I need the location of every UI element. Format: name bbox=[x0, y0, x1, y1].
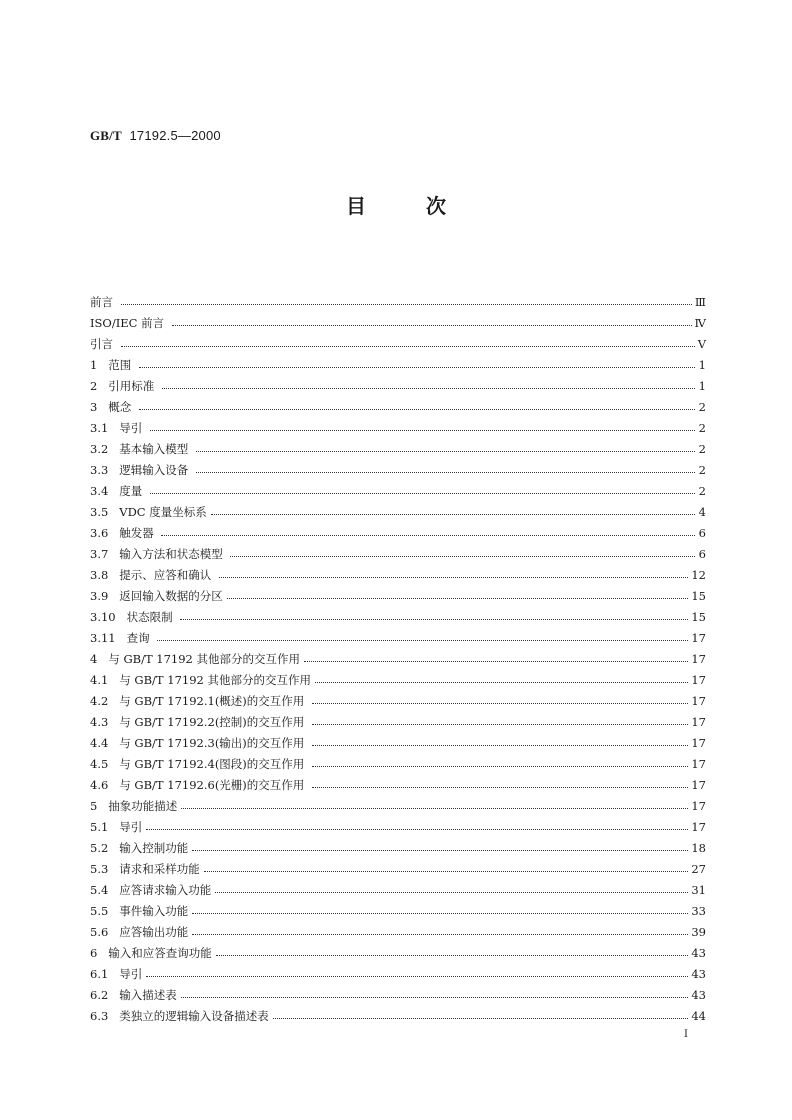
standard-code-prefix: GB/T bbox=[90, 128, 122, 143]
toc-entry-label: 应答请求输入功能 bbox=[119, 883, 212, 897]
toc-entry[interactable] bbox=[90, 708, 706, 729]
toc-entry-number: 2 bbox=[90, 379, 109, 393]
toc-leader-dots bbox=[215, 892, 688, 893]
toc-entry-label: 返回输入数据的分区 bbox=[119, 589, 223, 603]
toc-entry-label: 导引 bbox=[119, 967, 143, 981]
toc-entry-number: 5.4 bbox=[90, 883, 120, 897]
toc-entry[interactable] bbox=[90, 1002, 706, 1023]
toc-entry-label: 输入描述表 bbox=[119, 988, 177, 1002]
toc-entry-page: 43 bbox=[691, 946, 706, 960]
toc-entry-page: Ⅲ bbox=[694, 295, 706, 309]
toc-leader-dots bbox=[192, 913, 688, 914]
toc-entry[interactable] bbox=[90, 792, 706, 813]
toc-entry-label: 应答输出功能 bbox=[119, 925, 189, 939]
toc-leader-dots bbox=[227, 598, 689, 599]
toc-entry-number: 3.2 bbox=[90, 442, 120, 456]
toc-entry-number: 4.2 bbox=[90, 694, 120, 708]
toc-entry-page: 17 bbox=[691, 757, 706, 771]
toc-entry-page: 12 bbox=[691, 568, 706, 582]
page-title-left: 目 bbox=[346, 194, 366, 218]
toc-entry[interactable] bbox=[90, 372, 706, 393]
toc-entry[interactable] bbox=[90, 876, 706, 897]
toc-entry-label: 提示、应答和确认 bbox=[119, 568, 215, 582]
toc-entry[interactable] bbox=[90, 309, 706, 330]
toc-entry-page: 39 bbox=[691, 925, 706, 939]
standard-code-number: 17192.5—2000 bbox=[121, 128, 221, 143]
toc-entry[interactable] bbox=[90, 519, 706, 540]
toc-entry-page: 6 bbox=[698, 526, 706, 540]
toc-entry-number: 6.1 bbox=[90, 967, 120, 981]
toc-leader-dots bbox=[204, 871, 689, 872]
toc-entry-page: 2 bbox=[698, 463, 706, 477]
toc-entry[interactable] bbox=[90, 729, 706, 750]
toc-entry-page: 43 bbox=[691, 967, 706, 981]
toc-entry-page: 2 bbox=[698, 484, 706, 498]
toc-entry-page: 27 bbox=[691, 862, 706, 876]
page-title bbox=[0, 190, 792, 219]
toc-entry[interactable] bbox=[90, 687, 706, 708]
toc-entry[interactable] bbox=[90, 771, 706, 792]
toc-entry-label: 输入控制功能 bbox=[119, 841, 189, 855]
toc-leader-dots bbox=[162, 388, 695, 389]
toc-entry-label: 抽象功能描述 bbox=[108, 799, 178, 813]
toc-entry-number: 3.1 bbox=[90, 421, 120, 435]
toc-leader-dots bbox=[181, 997, 689, 998]
toc-entry-page: 18 bbox=[691, 841, 706, 855]
toc-entry[interactable] bbox=[90, 393, 706, 414]
toc-leader-dots bbox=[312, 787, 688, 788]
toc-entry-page: 17 bbox=[691, 673, 706, 687]
toc-entry-number: 3.11 bbox=[90, 631, 127, 645]
toc-leader-dots bbox=[312, 766, 688, 767]
toc-entry-label: 查询 bbox=[126, 631, 154, 645]
toc-entry-number: 6.3 bbox=[90, 1009, 120, 1023]
toc-entry-page: 31 bbox=[691, 883, 706, 897]
toc-entry-number: 4.4 bbox=[90, 736, 120, 750]
toc-entry-number: 3.3 bbox=[90, 463, 120, 477]
toc-entry[interactable] bbox=[90, 897, 706, 918]
toc-entry-page: 2 bbox=[698, 421, 706, 435]
toc-entry[interactable] bbox=[90, 645, 706, 666]
toc-entry-label: 基本输入模型 bbox=[119, 442, 192, 456]
toc-entry-number: 4 bbox=[90, 652, 109, 666]
toc-entry-page: 17 bbox=[691, 715, 706, 729]
toc-leader-dots bbox=[161, 535, 695, 536]
toc-entry[interactable] bbox=[90, 582, 706, 603]
toc-leader-dots bbox=[146, 976, 688, 977]
toc-entry-page: 17 bbox=[691, 820, 706, 834]
toc-entry-page: 6 bbox=[698, 547, 706, 561]
toc-entry-page: Ⅴ bbox=[697, 337, 706, 351]
toc-leader-dots bbox=[219, 577, 688, 578]
toc-entry-page: 17 bbox=[691, 799, 706, 813]
toc-leader-dots bbox=[121, 304, 692, 305]
toc-entry-label: 引用标准 bbox=[108, 379, 158, 393]
toc-leader-dots bbox=[273, 1018, 689, 1019]
toc-entry[interactable] bbox=[90, 351, 706, 372]
toc-entry-label: VDC 度量坐标系 bbox=[119, 505, 207, 519]
toc-entry-page: 1 bbox=[698, 379, 706, 393]
toc-entry-number: 5.2 bbox=[90, 841, 120, 855]
toc-entry-number: 3.9 bbox=[90, 589, 120, 603]
toc-entry-label: 与 GB/T 17192 其他部分的交互作用 bbox=[119, 673, 311, 687]
toc-leader-dots bbox=[139, 409, 695, 410]
toc-leader-dots bbox=[192, 934, 688, 935]
toc-entry-number: 6 bbox=[90, 946, 109, 960]
toc-entry-number: 3 bbox=[90, 400, 109, 414]
toc-leader-dots bbox=[139, 367, 695, 368]
toc-entry[interactable] bbox=[90, 855, 706, 876]
toc-entry-label: 导引 bbox=[119, 421, 146, 435]
toc-entry-page: 15 bbox=[691, 589, 706, 603]
toc-leader-dots bbox=[230, 556, 695, 557]
table-of-contents bbox=[90, 288, 706, 1023]
toc-entry[interactable] bbox=[90, 435, 706, 456]
toc-entry[interactable] bbox=[90, 750, 706, 771]
toc-entry[interactable] bbox=[90, 561, 706, 582]
toc-entry-page: 44 bbox=[691, 1009, 706, 1023]
toc-leader-dots bbox=[196, 451, 695, 452]
toc-entry-label: 与 GB/T 17192 其他部分的交互作用 bbox=[108, 652, 301, 666]
toc-entry-page: 17 bbox=[691, 694, 706, 708]
toc-entry-page: 4 bbox=[698, 505, 706, 519]
toc-entry-label: ISO/IEC 前言 bbox=[90, 316, 168, 330]
toc-entry-number: 5.5 bbox=[90, 904, 120, 918]
toc-entry-label: 范围 bbox=[108, 358, 135, 372]
toc-leader-dots bbox=[180, 619, 688, 620]
toc-leader-dots bbox=[150, 493, 695, 494]
toc-entry-label: 类独立的逻辑输入设备描述表 bbox=[119, 1009, 269, 1023]
toc-entry-page: 33 bbox=[691, 904, 706, 918]
toc-entry-label: 与 GB/T 17192.3(输出)的交互作用 bbox=[119, 736, 308, 750]
toc-entry-page: 17 bbox=[691, 736, 706, 750]
toc-entry-label: 与 GB/T 17192.6(光栅)的交互作用 bbox=[119, 778, 308, 792]
toc-entry-label: 请求和采样功能 bbox=[119, 862, 200, 876]
toc-leader-dots bbox=[146, 829, 688, 830]
toc-leader-dots bbox=[157, 640, 688, 641]
toc-entry-page: 17 bbox=[691, 652, 706, 666]
toc-leader-dots bbox=[121, 346, 695, 347]
toc-entry-number: 5.6 bbox=[90, 925, 120, 939]
toc-entry[interactable] bbox=[90, 414, 706, 435]
toc-leader-dots bbox=[172, 325, 692, 326]
toc-entry-label: 度量 bbox=[119, 484, 146, 498]
toc-entry-page: 17 bbox=[691, 631, 706, 645]
toc-entry[interactable] bbox=[90, 624, 706, 645]
toc-entry-label: 状态限制 bbox=[126, 610, 177, 624]
toc-leader-dots bbox=[216, 955, 689, 956]
toc-entry-page: 2 bbox=[698, 400, 706, 414]
toc-leader-dots bbox=[196, 472, 695, 473]
toc-entry-number: 5 bbox=[90, 799, 109, 813]
toc-leader-dots bbox=[181, 808, 688, 809]
toc-entry[interactable] bbox=[90, 666, 706, 687]
toc-leader-dots bbox=[304, 661, 688, 662]
toc-entry[interactable] bbox=[90, 603, 706, 624]
toc-entry-number: 4.3 bbox=[90, 715, 120, 729]
toc-leader-dots bbox=[312, 724, 688, 725]
toc-leader-dots bbox=[312, 703, 688, 704]
toc-entry[interactable] bbox=[90, 456, 706, 477]
toc-entry[interactable] bbox=[90, 288, 706, 309]
toc-entry-label: 与 GB/T 17192.4(图段)的交互作用 bbox=[119, 757, 308, 771]
toc-entry-number: 3.5 bbox=[90, 505, 120, 519]
toc-entry-number: 5.1 bbox=[90, 820, 120, 834]
toc-leader-dots bbox=[211, 514, 695, 515]
page-title-right: 次 bbox=[426, 194, 446, 218]
toc-entry-number: 5.3 bbox=[90, 862, 120, 876]
toc-leader-dots bbox=[315, 682, 688, 683]
toc-entry-number: 1 bbox=[90, 358, 109, 372]
toc-entry-label: 事件输入功能 bbox=[119, 904, 189, 918]
toc-entry-page: 17 bbox=[691, 778, 706, 792]
toc-leader-dots bbox=[192, 850, 688, 851]
toc-entry-number: 4.5 bbox=[90, 757, 120, 771]
toc-entry-page: 1 bbox=[698, 358, 706, 372]
toc-entry-label: 输入和应答查询功能 bbox=[108, 946, 212, 960]
toc-entry[interactable] bbox=[90, 834, 706, 855]
toc-entry[interactable] bbox=[90, 330, 706, 351]
toc-leader-dots bbox=[312, 745, 688, 746]
toc-entry-number: 3.7 bbox=[90, 547, 120, 561]
toc-entry-page: 2 bbox=[698, 442, 706, 456]
toc-entry-label: 前言 bbox=[90, 295, 117, 309]
toc-entry-label: 引言 bbox=[90, 337, 117, 351]
toc-entry-number: 3.4 bbox=[90, 484, 120, 498]
toc-entry-number: 3.6 bbox=[90, 526, 120, 540]
toc-entry[interactable] bbox=[90, 981, 706, 1002]
toc-leader-dots bbox=[150, 430, 695, 431]
toc-entry[interactable] bbox=[90, 960, 706, 981]
toc-entry[interactable] bbox=[90, 540, 706, 561]
page-number: I bbox=[684, 1029, 688, 1040]
toc-entry-number: 4.6 bbox=[90, 778, 120, 792]
toc-entry-number: 6.2 bbox=[90, 988, 120, 1002]
toc-entry-label: 与 GB/T 17192.1(概述)的交互作用 bbox=[119, 694, 308, 708]
toc-entry[interactable] bbox=[90, 477, 706, 498]
toc-entry[interactable] bbox=[90, 813, 706, 834]
standard-code bbox=[90, 128, 221, 144]
toc-entry-label: 导引 bbox=[119, 820, 143, 834]
toc-entry-label: 触发器 bbox=[119, 526, 158, 540]
toc-entry-page: 43 bbox=[691, 988, 706, 1002]
toc-entry[interactable] bbox=[90, 918, 706, 939]
toc-entry[interactable] bbox=[90, 498, 706, 519]
toc-entry-number: 3.10 bbox=[90, 610, 127, 624]
toc-entry-number: 3.8 bbox=[90, 568, 120, 582]
toc-entry-label: 与 GB/T 17192.2(控制)的交互作用 bbox=[119, 715, 308, 729]
toc-entry-label: 概念 bbox=[108, 400, 135, 414]
toc-entry-page: Ⅳ bbox=[694, 316, 706, 330]
toc-entry-page: 15 bbox=[691, 610, 706, 624]
toc-entry[interactable] bbox=[90, 939, 706, 960]
toc-entry-number: 4.1 bbox=[90, 673, 120, 687]
toc-entry-label: 逻辑输入设备 bbox=[119, 463, 192, 477]
toc-entry-label: 输入方法和状态模型 bbox=[119, 547, 227, 561]
